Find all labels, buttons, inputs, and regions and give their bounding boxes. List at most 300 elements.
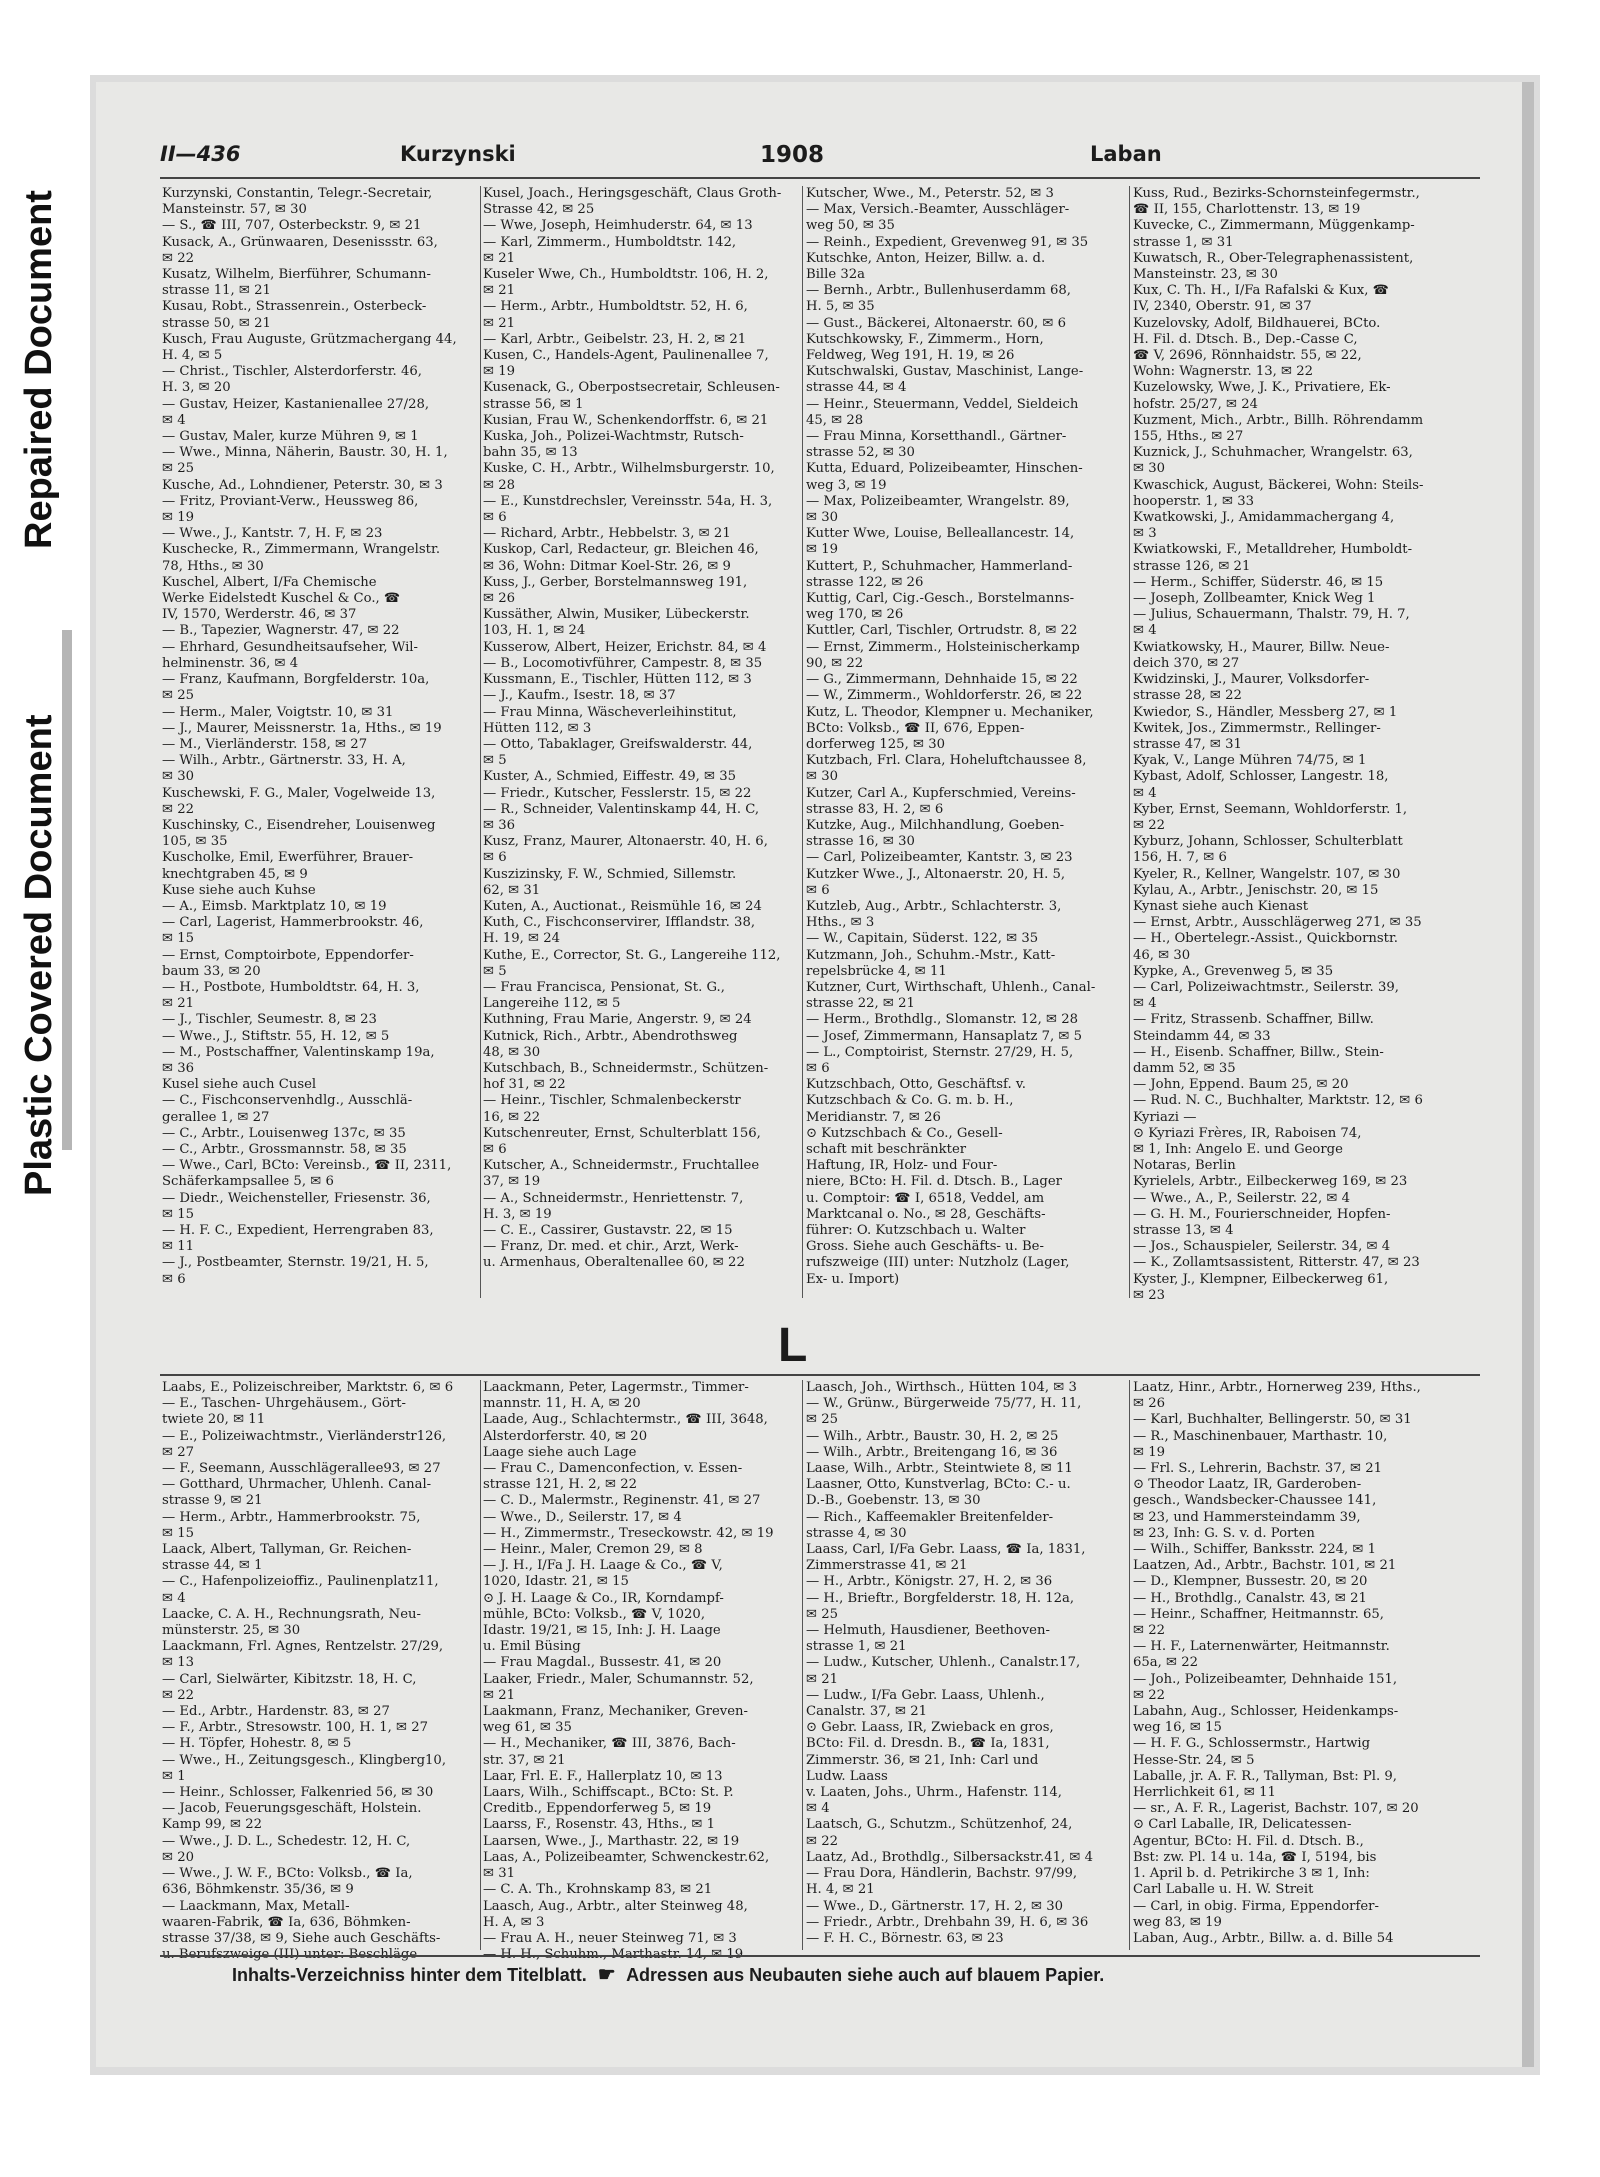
entry-line: dorferweg 125, ✉ 30 — [806, 736, 945, 752]
entry-line: strasse 11, ✉ 21 — [162, 283, 271, 299]
entry-line: ✉ 6 — [162, 1271, 186, 1287]
entry-line: Kuzelovsky, Adolf, Bildhauerei, BCto. — [1133, 315, 1381, 331]
entry-line: Kyrielels, Arbtr., Eilbeckerweg 169, ✉ 23 — [1133, 1174, 1408, 1190]
entry-line: — A., Eimsb. Marktplatz 10, ✉ 19 — [162, 898, 387, 914]
entry-line: Hths., ✉ 3 — [806, 915, 875, 931]
entry-line: — Wwe., J., Stiftstr. 55, H. 12, ✉ 5 — [162, 1028, 390, 1044]
entry-line: 46, ✉ 30 — [1133, 947, 1191, 963]
entry-line: — C. D., Malermstr., Reginenstr. 41, ✉ 27 — [483, 1493, 761, 1509]
entry-line: — J., Postbeamter, Sternstr. 19/21, H. 5, — [162, 1255, 429, 1271]
entry-line: ✉ 1, Inh: Angelo E. und George — [1133, 1141, 1343, 1157]
entry-line: — Carl, Polizeiwachtmstr., Seilerstr. 39, — [1133, 979, 1399, 995]
entry-line: — Heinr., Tischler, Schmalenbeckerstr — [483, 1093, 741, 1109]
entry-line: Canalstr. 37, ✉ 21 — [806, 1704, 928, 1720]
column-bottom-1 — [162, 1380, 477, 1950]
entry-line: — Wwe., A., P., Seilerstr. 22, ✉ 4 — [1133, 1190, 1350, 1206]
entry-line: Hütten 112, ✉ 3 — [483, 720, 592, 736]
entry-line: Laatz, Ad., Brothdlg., Silbersackstr.41, ✉ 4 — [806, 1849, 1093, 1865]
entry-line: Idastr. 19/21, ✉ 15, Inh: J. H. Laage — [483, 1623, 721, 1639]
entry-line: Kuten, A., Auctionat., Reismühle 16, ✉ 24 — [483, 898, 762, 914]
entry-line: Laase, Wilh., Arbtr., Steintwiete 8, ✉ 11 — [806, 1461, 1073, 1477]
entry-line: Kussäther, Alwin, Musiker, Lübeckerstr. — [483, 607, 750, 623]
entry-line: Kuster, A., Schmied, Eiffestr. 49, ✉ 35 — [483, 769, 737, 785]
entry-line: Kusatz, Wilhelm, Bierführer, Schumann- — [162, 267, 431, 283]
entry-line: Laage siehe auch Lage — [483, 1444, 637, 1460]
entry-line: — Heinr., Maler, Cremon 29, ✉ 8 — [483, 1542, 703, 1558]
entry-line: ✉ 21 — [162, 996, 195, 1012]
entry-line: — Wilh., Arbtr., Gärtnerstr. 33, H. A, — [162, 753, 406, 769]
column-top-2 — [483, 186, 798, 1298]
entry-line: IV, 1570, Werderstr. 46, ✉ 37 — [162, 607, 357, 623]
column-divider — [480, 1380, 481, 1950]
entry-line: ✉ 6 — [483, 1141, 507, 1157]
entry-line: Kutzschbach, Otto, Geschäftsf. v. — [806, 1077, 1026, 1093]
entry-line: — Ehrhard, Gesundheitsaufseher, Wil- — [162, 639, 418, 655]
entry-line: gerallee 1, ✉ 27 — [162, 1109, 270, 1125]
column-divider — [1129, 1380, 1130, 1950]
entry-line: strasse 9, ✉ 21 — [162, 1493, 263, 1509]
entry-line: ✉ 19 — [1133, 1444, 1166, 1460]
entry-line: ✉ 30 — [162, 769, 195, 785]
entry-line: Kuska, Joh., Polizei-Wachtmstr, Rutsch- — [483, 429, 744, 445]
entry-line: H. 4, ✉ 5 — [162, 348, 223, 364]
entry-line: strasse 1, ✉ 21 — [806, 1639, 907, 1655]
entry-line: — H., Arbtr., Königstr. 27, H. 2, ✉ 36 — [806, 1574, 1053, 1590]
entry-line: Creditb., Eppendorferweg 5, ✉ 19 — [483, 1801, 712, 1817]
entry-line: — Rich., Kaffeemakler Breitenfelder- — [806, 1509, 1054, 1525]
entry-line: weg 61, ✉ 35 — [483, 1720, 572, 1736]
column-divider — [802, 1380, 803, 1950]
entry-line: Kuzelowsky, Wwe, J. K., Privatiere, Ek- — [1133, 380, 1391, 396]
entry-line: — J., Maurer, Meissnerstr. 1a, Hths., ✉ 19 — [162, 720, 442, 736]
entry-line: Kuwatsch, R., Ober-Telegraphenassistent, — [1133, 250, 1414, 266]
entry-line: 48, ✉ 30 — [483, 1044, 541, 1060]
entry-line: ✉ 25 — [162, 688, 195, 704]
entry-line: ✉ 4 — [1133, 785, 1157, 801]
entry-line: rufszweige (III) unter: Nutzholz (Lager, — [806, 1255, 1070, 1271]
entry-line: — Heinr., Schaffner, Heitmannstr. 65, — [1133, 1606, 1384, 1622]
entry-line: Kwaschick, August, Bäckerei, Wohn: Steils- — [1133, 477, 1424, 493]
entry-line: ✉ 6 — [483, 850, 507, 866]
entry-line: ✉ 19 — [162, 510, 195, 526]
entry-line: — H. Töpfer, Hohestr. 8, ✉ 5 — [162, 1736, 352, 1752]
entry-line: BCto: Fil. d. Dresdn. B., ☎ Ia, 1831, — [806, 1736, 1050, 1752]
column-divider — [802, 186, 803, 1298]
entry-line: Laakmann, Franz, Mechaniker, Greven- — [483, 1704, 748, 1720]
entry-line: Kutzleb, Aug., Arbtr., Schlachterstr. 3, — [806, 898, 1062, 914]
entry-line: Kuvecke, C., Zimmermann, Müggenkamp- — [1133, 218, 1415, 234]
entry-line: — A., Schneidermstr., Henriettenstr. 7, — [483, 1190, 744, 1206]
entry-line: Kutscher, Wwe., M., Peterstr. 52, ✉ 3 — [806, 186, 1054, 201]
entry-line: Langereihe 112, ✉ 5 — [483, 996, 621, 1012]
entry-line: Gross. Siehe auch Geschäfts- u. Be- — [806, 1239, 1044, 1255]
entry-line: Strasse 42, ✉ 25 — [483, 202, 595, 218]
entry-line: — C. A. Th., Krohnskamp 83, ✉ 21 — [483, 1882, 713, 1898]
entry-line: Kusel siehe auch Cusel — [162, 1077, 317, 1093]
entry-line: ✉ 23, und Hammersteindamm 39, — [1133, 1509, 1361, 1525]
entry-line: — W., Zimmerm., Wohldorferstr. 26, ✉ 22 — [806, 688, 1083, 704]
entry-line: — Wwe., D., Seilerstr. 17, ✉ 4 — [483, 1509, 682, 1525]
entry-line: ✉ 6 — [483, 510, 507, 526]
entry-line: — Friedr., Kutscher, Fesslerstr. 15, ✉ 22 — [483, 785, 752, 801]
entry-line: Hesse-Str. 24, ✉ 5 — [1133, 1752, 1255, 1768]
entry-line: Kusserow, Albert, Heizer, Erichstr. 84, ✉ 4 — [483, 639, 767, 655]
entry-line: strasse 13, ✉ 4 — [1133, 1223, 1234, 1238]
entry-line: — Heinr., Schlosser, Falkenried 56, ✉ 30 — [162, 1785, 434, 1801]
entry-line: Bst: zw. Pl. 14 u. 14a, ☎ I, 5194, bis — [1133, 1849, 1377, 1865]
entry-line: Kyeler, R., Kellner, Wangelstr. 107, ✉ 30 — [1133, 866, 1401, 882]
entry-line: Kuttig, Carl, Cig.-Gesch., Borstelmanns- — [806, 591, 1075, 607]
entry-line: ✉ 20 — [162, 1849, 195, 1865]
entry-line: strasse 56, ✉ 1 — [483, 396, 584, 412]
entry-line: Kuss, J., Gerber, Borstelmannsweg 191, — [483, 574, 748, 590]
entry-line: ✉ 21 — [483, 315, 516, 331]
entry-line: 105, ✉ 35 — [162, 834, 228, 850]
page-edge — [1522, 82, 1534, 2067]
entry-line: ✉ 26 — [483, 591, 516, 607]
entry-line: — Herm., Arbtr., Humboldtstr. 52, H. 6, — [483, 299, 748, 315]
entry-line: — Wwe., J. D. L., Schedestr. 12, H. C, — [162, 1833, 411, 1849]
entry-line: ⊙ Gebr. Laass, IR, Zwieback en gros, — [806, 1720, 1054, 1736]
entry-line: Kuthning, Frau Marie, Angerstr. 9, ✉ 24 — [483, 1012, 752, 1028]
entry-line: strasse 52, ✉ 30 — [806, 445, 915, 461]
entry-line: — Herm., Arbtr., Hammerbrookstr. 75, — [162, 1509, 421, 1525]
entry-line: ✉ 31 — [483, 1866, 516, 1882]
entry-line: Werke Eidelstedt Kuschel & Co., ☎ — [162, 591, 401, 607]
entry-line: Kusch, Frau Auguste, Grützmachergang 44, — [162, 331, 457, 347]
entry-line: gesch., Wandsbecker-Chaussee 141, — [1133, 1493, 1377, 1509]
entry-line: — Reinh., Expedient, Grevenweg 91, ✉ 35 — [806, 234, 1089, 250]
entry-line: Kuszizinsky, F. W., Schmied, Sillemstr. — [483, 866, 737, 882]
entry-line: Kuss, Rud., Bezirks-Schornsteinfegermstr., — [1133, 186, 1420, 201]
entry-line: — C., Hafenpolizeioffiz., Paulinenplatz11, — [162, 1574, 439, 1590]
entry-line: — Ernst, Arbtr., Ausschlägerweg 271, ✉ 35 — [1133, 915, 1422, 931]
entry-line: — D., Klempner, Bussestr. 20, ✉ 20 — [1133, 1574, 1368, 1590]
entry-line: Kuzment, Mich., Arbtr., Billh. Röhrendamm — [1133, 412, 1424, 428]
entry-line: — L., Comptoirist, Sternstr. 27/29, H. 5, — [806, 1044, 1074, 1060]
entry-line: — Franz, Dr. med. et chir., Arzt, Werk- — [483, 1239, 739, 1255]
repaired-document-label: Repaired Document — [18, 190, 60, 550]
entry-line: strasse 122, ✉ 26 — [806, 574, 924, 590]
entry-line: — Wwe., D., Gärtnerstr. 17, H. 2, ✉ 30 — [806, 1898, 1064, 1914]
entry-line: — Gustav, Maler, kurze Mühren 9, ✉ 1 — [162, 429, 419, 445]
entry-line: Kuth, C., Fischconservirer, Ifflandstr. 38, — [483, 915, 756, 931]
entry-line: Kwatkowski, J., Amidammachergang 4, — [1133, 510, 1395, 526]
entry-line: — Jacob, Feuerungsgeschäft, Holstein. — [162, 1801, 422, 1817]
entry-line: Kutzner, Curt, Wirthschaft, Uhlenh., Canal- — [806, 979, 1096, 995]
entry-line: Kuscholke, Emil, Ewerführer, Brauer- — [162, 850, 414, 866]
entry-line: Kutnick, Rich., Arbtr., Abendrothsweg — [483, 1028, 738, 1044]
side-divider — [62, 630, 72, 1150]
entry-line: — Gust., Bäckerei, Altonaerstr. 60, ✉ 6 — [806, 315, 1067, 331]
entry-line: Schäferkampsallee 5, ✉ 6 — [162, 1174, 334, 1190]
entry-line: Kyber, Ernst, Seemann, Wohldorferstr. 1, — [1133, 801, 1408, 817]
column-bottom-4 — [1133, 1380, 1478, 1950]
entry-line: Kuseler Wwe, Ch., Humboldtstr. 106, H. 2, — [483, 267, 769, 283]
entry-line: Kuschewski, F. G., Maler, Vogelweide 13, — [162, 785, 436, 801]
entry-line: Kyak, V., Lange Mühren 74/75, ✉ 1 — [1133, 753, 1367, 769]
entry-line: — F. H. C., Börnestr. 63, ✉ 23 — [806, 1930, 1004, 1946]
entry-line: — Joseph, Zollbeamter, Knick Weg 1 — [1133, 591, 1376, 607]
entry-line: ✉ 4 — [162, 412, 186, 428]
entry-line: H. 3, ✉ 20 — [162, 380, 231, 396]
entry-line: — E., Kunstdrechsler, Vereinsstr. 54a, H. 3, — [483, 493, 773, 509]
entry-line: — S., ☎ III, 707, Osterbeckstr. 9, ✉ 21 — [162, 218, 422, 234]
entry-line: Kutzker Wwe., J., Altonaerstr. 20, H. 5, — [806, 866, 1066, 882]
entry-line: — H., Eisenb. Schaffner, Billw., Stein- — [1133, 1044, 1384, 1060]
entry-line: Kyriazi — — [1133, 1109, 1197, 1125]
entry-line: Kutscher, A., Schneidermstr., Fruchtallee — [483, 1158, 760, 1174]
entry-line: — Carl, Lagerist, Hammerbrookstr. 46, — [162, 915, 424, 931]
entry-line: ✉ 30 — [806, 769, 839, 785]
column-divider — [480, 186, 481, 1298]
entry-line: H. Fil. d. Dtsch. B., Dep.-Casse C, — [1133, 331, 1358, 347]
entry-line: — H. F. C., Expedient, Herrengraben 83, — [162, 1223, 434, 1238]
entry-line: Carl Laballe u. H. W. Streit — [1133, 1882, 1314, 1898]
entry-line: Mansteinstr. 23, ✉ 30 — [1133, 267, 1278, 283]
entry-line: — Herm., Schiffer, Süderstr. 46, ✉ 15 — [1133, 574, 1384, 590]
entry-line: ✉ 25 — [806, 1606, 839, 1622]
entry-line: v. Laaten, Johs., Uhrm., Hafenstr. 114, — [806, 1785, 1062, 1801]
entry-line: — Laackmann, Max, Metall- — [162, 1898, 350, 1914]
entry-line: u. Armenhaus, Oberaltenallee 60, ✉ 22 — [483, 1255, 745, 1271]
entry-line: strasse 50, ✉ 21 — [162, 315, 271, 331]
entry-line: Laatz, Hinr., Arbtr., Hornerweg 239, Hths., — [1133, 1380, 1421, 1395]
entry-line: — R., Schneider, Valentinskamp 44, H. C, — [483, 801, 760, 817]
entry-line: strasse 22, ✉ 21 — [806, 996, 915, 1012]
entry-line: twiete 20, ✉ 11 — [162, 1412, 266, 1428]
entry-line: — Fritz, Strassenb. Schaffner, Billw. — [1133, 1012, 1374, 1028]
entry-line: Laballe, jr. A. F. R., Tallyman, Bst: Pl. 9, — [1133, 1768, 1397, 1784]
entry-line: Laarsen, Wwe., J., Marthastr. 22, ✉ 19 — [483, 1833, 740, 1849]
entry-line: — Christ., Tischler, Alsterdorferstr. 46, — [162, 364, 422, 380]
entry-line: — Julius, Schauermann, Thalstr. 79, H. 7, — [1133, 607, 1410, 623]
entry-line: 90, ✉ 22 — [806, 655, 864, 671]
entry-line: ✉ 6 — [806, 1060, 830, 1076]
entry-line: ✉ 19 — [806, 542, 839, 558]
entry-line: Laas, A., Polizeibeamter, Schwenckestr.62, — [483, 1849, 770, 1865]
entry-line: strasse 44, ✉ 1 — [162, 1558, 263, 1574]
entry-line: ✉ 30 — [1133, 461, 1166, 477]
entry-line: Kypke, A., Grevenweg 5, ✉ 35 — [1133, 963, 1334, 979]
entry-line: 156, H. 7, ✉ 6 — [1133, 850, 1227, 866]
entry-line: 636, Böhmkenstr. 35/36, ✉ 9 — [162, 1882, 354, 1898]
entry-line: ✉ 25 — [806, 1412, 839, 1428]
entry-line: Kutschke, Anton, Heizer, Billw. a. d. — [806, 250, 1046, 266]
entry-line: ✉ 36 — [162, 1060, 195, 1076]
entry-line: Agentur, BCto: H. Fil. d. Dtsch. B., — [1133, 1833, 1364, 1849]
entry-line: ✉ 26 — [1133, 1396, 1166, 1412]
entry-line: Kuthe, E., Corrector, St. G., Langereihe 112, — [483, 947, 781, 963]
entry-line: weg 83, ✉ 19 — [1133, 1914, 1222, 1930]
entry-line: damm 52, ✉ 35 — [1133, 1060, 1236, 1076]
entry-line: strasse 28, ✉ 22 — [1133, 688, 1242, 704]
entry-line: ✉ 15 — [162, 1206, 195, 1222]
entry-line: ✉ 4 — [1133, 623, 1157, 639]
entry-line: — sr., A. F. R., Lagerist, Bachstr. 107, ✉ 20 — [1133, 1801, 1419, 1817]
entry-line: Kyburz, Johann, Schlosser, Schulterblatt — [1133, 834, 1403, 850]
entry-line: — H. F. G., Schlossermstr., Hartwig — [1133, 1736, 1371, 1752]
entry-line: Ex- u. Import) — [806, 1271, 900, 1287]
footer-rule — [160, 1955, 1480, 1957]
entry-line: 103, H. 1, ✉ 24 — [483, 623, 586, 639]
entry-line: — Bernh., Arbtr., Bullenhuserdamm 68, — [806, 283, 1071, 299]
entry-line: münsterstr. 25, ✉ 30 — [162, 1623, 301, 1639]
entry-line: BCto: Volksb., ☎ II, 676, Eppen- — [806, 720, 1025, 736]
entry-line: — Josef, Zimmermann, Hansaplatz 7, ✉ 5 — [806, 1028, 1083, 1044]
entry-line: — Ed., Arbtr., Hardenstr. 83, ✉ 27 — [162, 1704, 390, 1720]
entry-line: — Wwe., J., Kantstr. 7, H. F, ✉ 23 — [162, 526, 383, 542]
entry-line: Kwiedor, S., Händler, Messberg 27, ✉ 1 — [1133, 704, 1398, 720]
entry-line: — Carl, Polizeibeamter, Kantstr. 3, ✉ 23 — [806, 850, 1073, 866]
entry-line: — Fritz, Proviant-Verw., Heussweg 86, — [162, 493, 419, 509]
entry-line: Ludw. Laass — [806, 1768, 888, 1784]
entry-line: — Wwe., Carl, BCto: Vereinsb., ☎ II, 2311, — [162, 1158, 452, 1174]
column-top-1 — [162, 186, 477, 1298]
entry-line: Laars, Wilh., Schiffscapt., BCto: St. P. — [483, 1785, 734, 1801]
entry-line: mannstr. 11, H. A, ✉ 20 — [483, 1396, 641, 1412]
entry-line: Laade, Aug., Schlachtermstr., ☎ III, 3648, — [483, 1412, 768, 1428]
entry-line: strasse 16, ✉ 30 — [806, 834, 915, 850]
entry-line: — Otto, Tabaklager, Greifswalderstr. 44, — [483, 736, 753, 752]
entry-line: — Gotthard, Uhrmacher, Uhlenh. Canal- — [162, 1477, 432, 1493]
entry-line: — Carl, Sielwärter, Kibitzstr. 18, H. C, — [162, 1671, 417, 1687]
entry-line: ✉ 1 — [162, 1768, 186, 1784]
column-bottom-2 — [483, 1380, 798, 1950]
entry-line: strasse 121, H. 2, ✉ 22 — [483, 1477, 638, 1493]
entry-line: Kuschinsky, C., Eisendreher, Louisenweg — [162, 817, 436, 833]
entry-line: ✉ 5 — [483, 963, 507, 979]
entry-line: H. 4, ✉ 21 — [806, 1882, 875, 1898]
entry-line: — Ernst, Comptoirbote, Eppendorfer- — [162, 947, 414, 963]
entry-line: — B., Tapezier, Wagnerstr. 47, ✉ 22 — [162, 623, 400, 639]
entry-line: — H., Mechaniker, ☎ III, 3876, Bach- — [483, 1736, 736, 1752]
column-top-3 — [806, 186, 1126, 1298]
entry-line: Kwidzinski, J., Maurer, Volksdorfer- — [1133, 672, 1370, 688]
entry-line: Kusz, Franz, Maurer, Altonaerstr. 40, H. 6, — [483, 834, 768, 850]
page-footer — [232, 1962, 1432, 1987]
entry-line: — Max, Polizeibeamter, Wrangelstr. 89, — [806, 493, 1070, 509]
entry-line: 65a, ✉ 22 — [1133, 1655, 1199, 1671]
page-header — [160, 142, 1480, 172]
entry-line: hof 31, ✉ 22 — [483, 1077, 566, 1093]
entry-line: hofstr. 25/27, ✉ 24 — [1133, 396, 1259, 412]
entry-line: repelsbrücke 4, ✉ 11 — [806, 963, 947, 979]
entry-line: Zimmerstrasse 41, ✉ 21 — [806, 1558, 968, 1574]
entry-line: ✉ 27 — [162, 1444, 195, 1460]
entry-line: Kurzynski, Constantin, Telegr.-Secretair, — [162, 186, 433, 201]
entry-line: — M., Vierländerstr. 158, ✉ 27 — [162, 736, 368, 752]
entry-line: u. Emil Büsing — [483, 1639, 581, 1655]
footer-new-buildings-note: Adressen aus Neubauten siehe auch auf blauem Papier. — [626, 1965, 1105, 1985]
entry-line: — H., Brieftr., Borgfelderstr. 18, H. 12a, — [806, 1590, 1075, 1606]
entry-line: Kutz, L. Theodor, Klempner u. Mechaniker, — [806, 704, 1094, 720]
entry-line: — Wilh., Arbtr., Baustr. 30, H. 2, ✉ 25 — [806, 1428, 1059, 1444]
entry-line: 155, Hths., ✉ 27 — [1133, 429, 1244, 445]
entry-line: Kux, C. Th. H., I/Fa Rafalski & Kux, ☎ — [1133, 283, 1390, 299]
entry-line: 1020, Idastr. 21, ✉ 15 — [483, 1574, 629, 1590]
entry-line: weg 170, ✉ 26 — [806, 607, 904, 623]
entry-line: Kusche, Ad., Lohndiener, Peterstr. 30, ✉ 3 — [162, 477, 443, 493]
entry-line: Kynast siehe auch Kienast — [1133, 898, 1309, 914]
entry-line: — Franz, Kaufmann, Borgfelderstr. 10a, — [162, 672, 430, 688]
entry-line: — H., Zimmermstr., Treseckowstr. 42, ✉ 19 — [483, 1525, 774, 1541]
entry-line: ✉ 21 — [483, 1687, 516, 1703]
entry-line: Laar, Frl. E. F., Hallerplatz 10, ✉ 13 — [483, 1768, 723, 1784]
header-year: 1908 — [760, 142, 825, 168]
entry-line: Kuske, C. H., Arbtr., Wilhelmsburgerstr. 10, — [483, 461, 775, 477]
entry-line: — H. F., Laternenwärter, Heitmannstr. — [1133, 1639, 1390, 1655]
entry-line: — Helmuth, Hausdiener, Beethoven- — [806, 1623, 1050, 1639]
entry-line: Kusenack, G., Oberpostsecretair, Schleusen- — [483, 380, 780, 396]
entry-line: knechtgraben 45, ✉ 9 — [162, 866, 308, 882]
section-letter: L — [778, 1319, 808, 1372]
entry-line: — Frau Francisca, Pensionat, St. G., — [483, 979, 725, 995]
entry-line: ✉ 22 — [162, 801, 195, 817]
entry-line: — R., Maschinenbauer, Marthastr. 10, — [1133, 1428, 1388, 1444]
entry-line: — Herm., Maler, Voigtstr. 10, ✉ 31 — [162, 704, 394, 720]
entry-line: Kusack, A., Grünwaaren, Desenissstr. 63, — [162, 234, 438, 250]
entry-line: Laaker, Friedr., Maler, Schumannstr. 52, — [483, 1671, 754, 1687]
entry-line: — H., Postbote, Humboldtstr. 64, H. 3, — [162, 979, 420, 995]
entry-line: Meridianstr. 7, ✉ 26 — [806, 1109, 941, 1125]
entry-line: — H., Obertelegr.-Assist., Quickbornstr. — [1133, 931, 1398, 947]
entry-line: Kutzke, Aug., Milchhandlung, Goeben- — [806, 817, 1065, 833]
entry-line: Haftung, IR, Holz- und Four- — [806, 1158, 998, 1174]
entry-line: — W., Grünw., Bürgerweide 75/77, H. 11, — [806, 1396, 1082, 1412]
entry-line: — G. H. M., Fourierschneider, Hopfen- — [1133, 1206, 1391, 1222]
entry-line: — Wwe., Minna, Näherin, Baustr. 30, H. 1, — [162, 445, 448, 461]
entry-line: Alsterdorferstr. 40, ✉ 20 — [483, 1428, 648, 1444]
entry-line: schaft mit beschränkter — [806, 1141, 967, 1157]
entry-line: ✉ 23, Inh: G. S. v. d. Porten — [1133, 1525, 1315, 1541]
entry-line: H. 19, ✉ 24 — [483, 931, 561, 947]
header-rule — [160, 177, 1480, 179]
entry-line: Laasner, Otto, Kunstverlag, BCto: C.- u. — [806, 1477, 1071, 1493]
entry-line: deich 370, ✉ 27 — [1133, 655, 1240, 671]
entry-line: — Rud. N. C., Buchhalter, Marktstr. 12, ✉ 6 — [1133, 1093, 1423, 1109]
entry-line: — Ludw., I/Fa Gebr. Laass, Uhlenh., — [806, 1687, 1045, 1703]
entry-line: — W., Capitain, Süderst. 122, ✉ 35 — [806, 931, 1039, 947]
entry-line: ✉ 6 — [806, 882, 830, 898]
entry-line: — M., Postschaffner, Valentinskamp 19a, — [162, 1044, 435, 1060]
entry-line: — Frau Minna, Korsetthandl., Gärtner- — [806, 429, 1067, 445]
entry-line: H. 3, ✉ 19 — [483, 1206, 552, 1222]
entry-line: — Wilh., Arbtr., Breitengang 16, ✉ 36 — [806, 1444, 1058, 1460]
column-bottom-3 — [806, 1380, 1126, 1950]
entry-line: Kyster, J., Klempner, Eilbeckerweg 61, — [1133, 1271, 1389, 1287]
entry-line: ✉ 36, Wohn: Ditmar Koel-Str. 26, ✉ 9 — [483, 558, 731, 574]
entry-line: Marktcanal o. No., ✉ 28, Geschäfts- — [806, 1206, 1046, 1222]
entry-line: Kussmann, E., Tischler, Hütten 112, ✉ 3 — [483, 672, 752, 688]
entry-line: — Karl, Buchhalter, Bellingerstr. 50, ✉ 31 — [1133, 1412, 1412, 1428]
entry-line: Bille 32a — [806, 267, 865, 283]
entry-line: ✉ 21 — [483, 250, 516, 266]
entry-line: — J., Tischler, Seumestr. 8, ✉ 23 — [162, 1012, 377, 1028]
entry-line: strasse 4, ✉ 30 — [806, 1525, 907, 1541]
entry-line: — C., Arbtr., Grossmannstr. 58, ✉ 35 — [162, 1141, 407, 1157]
section-rule — [160, 1374, 1480, 1376]
entry-line: waaren-Fabrik, ☎ Ia, 636, Böhmken- — [162, 1914, 411, 1930]
entry-line: Steindamm 44, ✉ 33 — [1133, 1028, 1271, 1044]
entry-line: ✉ 22 — [162, 1687, 195, 1703]
entry-line: Kuttert, P., Schuhmacher, Hammerland- — [806, 558, 1073, 574]
entry-line: Kutschbach, B., Schneidermstr., Schützen- — [483, 1060, 769, 1076]
entry-line: — Wilh., Schiffer, Banksstr. 224, ✉ 1 — [1133, 1542, 1377, 1558]
entry-line: — J., Kaufm., Isestr. 18, ✉ 37 — [483, 688, 676, 704]
entry-line: Kutzbach, Frl. Clara, Hoheluftchaussee 8, — [806, 753, 1087, 769]
entry-line: — Frau A. H., neuer Steinweg 71, ✉ 3 — [483, 1930, 737, 1946]
